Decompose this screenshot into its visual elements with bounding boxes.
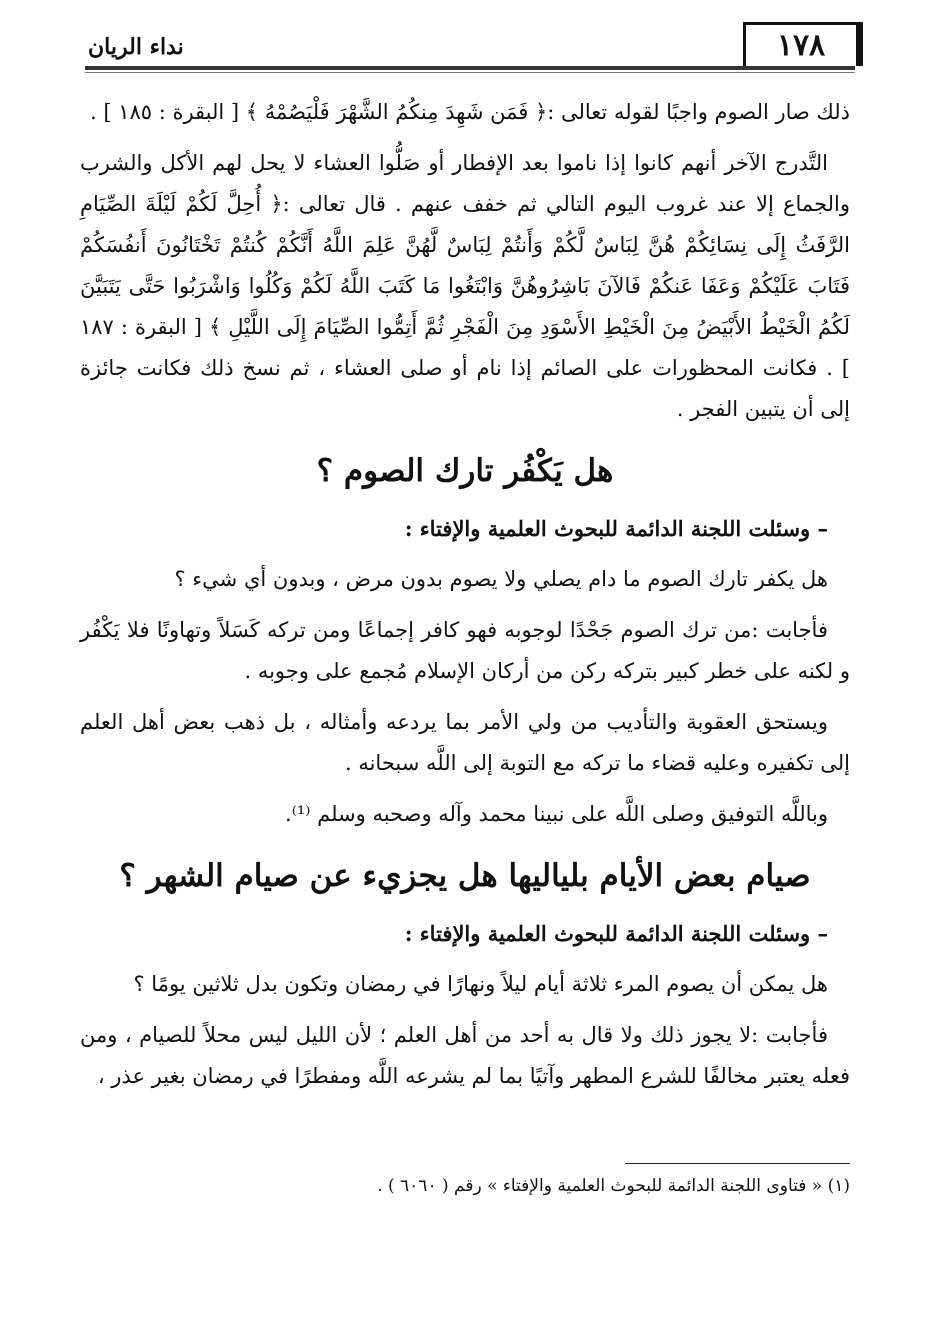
committee-intro: – وسئلت اللجنة الدائمة للبحوث العلمية والإفتاء :	[404, 516, 828, 541]
question-text-2: هل يمكن أن يصوم المرء ثلاثة أيام ليلاً ونهارًا في رمضان وتكون بدل ثلاثين يومًا ؟	[133, 972, 828, 996]
closing-supplication: وباللَّه التوفيق وصلى اللَّه على نبينا محمد وآله وصحبه وسلم ⁽¹⁾.	[285, 802, 828, 826]
paragraph-gradual-ruling: التَّدرج الآخر أنهم كانوا إذا ناموا بعد الإفطار أو صَلُّوا العشاء لا يحل لهم الأكل والشرب والجماع إلا عند غروب اليوم التالي ثم خفف عنهم . قال تعالى :﴿ أُحِلَّ لَكُمْ لَيْلَةَ الصِّيَامِ الرَّفَثُ إِلَى نِسَائِكُمْ هُنَّ لِبَاسٌ لَّكُمْ وَأَنتُمْ لِبَاسٌ لَّهُنَّ عَلِمَ اللَّهُ أَنَّكُمْ كُنتُمْ تَخْتَانُونَ أَنفُسَكُمْ فَتَابَ عَلَيْكُمْ وَعَفَا عَنكُمْ فَالآنَ بَاشِرُوهُنَّ وَابْتَغُوا مَا كَتَبَ اللَّهُ لَكُمْ وَكُلُوا وَاشْرَبُوا حَتَّى يَتَبَيَّنَ لَكُمُ الْخَيْطُ الأَبْيَضُ مِنَ الْخَيْطِ الأَسْوَدِ مِنَ الْفَجْرِ ثُمَّ أَتِمُّوا الصِّيَامَ إِلَى اللَّيْلِ ﴾ [ البقرة : ١٨٧ ] . فكانت المحظورات على الصائم إذا نام أو صلى العشاء ، ثم نسخ ذلك فكانت جائزة إلى أن يتبين الفجر .	[80, 151, 850, 421]
footnote: (١) « فتاوى اللجنة الدائمة للبحوث العلمية والإفتاء » رقم ( ٦٠٦٠ ) .	[377, 1176, 850, 1196]
question-text: هل يكفر تارك الصوم ما دام يصلي ولا يصوم بدون مرض ، وبدون أي شيء ؟	[174, 567, 828, 591]
answer-text-2: فأجابت :لا يجوز ذلك ولا قال به أحد من أهل العلم ؛ لأن الليل ليس محلاً للصيام ، ومن فعله يعتبر مخالفًا للشرع المطهر وآتيًا بما لم يشرعه اللَّه ومفطرًا في رمضان بغير عذر ،	[80, 1023, 850, 1088]
running-title: نداء الريان	[88, 34, 184, 60]
page-number: ١٧٨	[743, 22, 863, 66]
header-divider	[85, 66, 855, 70]
answer-continuation: ويستحق العقوبة والتأديب من ولي الأمر بما يردعه وأمثاله ، بل ذهب بعض أهل العلم إلى تكفيره وعليه قضاء ما تركه مع التوبة إلى اللَّه سبحانه .	[80, 710, 850, 775]
footnote-divider	[625, 1163, 850, 1164]
section-title-fasting-abandonment: هل يَكْفُر تارك الصوم ؟	[316, 453, 614, 489]
header-divider-thin	[85, 72, 855, 73]
committee-intro-2: – وسئلت اللجنة الدائمة للبحوث العلمية والإفتاء :	[404, 921, 828, 946]
section-title-fasting-days-nights: صيام بعض الأيام بلياليها هل يجزيء عن صيام الشهر ؟	[119, 858, 811, 894]
paragraph-intro: ذلك صار الصوم واجبًا لقوله تعالى :﴿ فَمَن شَهِدَ مِنكُمُ الشَّهْرَ فَلْيَصُمْهُ ﴾ [ البقرة : ١٨٥ ] .	[89, 100, 850, 124]
main-text	[80, 92, 850, 1107]
page-header	[78, 22, 848, 70]
answer-text: فأجابت :من ترك الصوم جَحْدًا لوجوبه فهو كافر إجماعًا ومن تركه كَسَلاً وتهاونًا فلا يَكْفُر و لكنه على خطر كبير بتركه ركن من أركان الإسلام مُجمع على وجوبه .	[80, 618, 850, 683]
